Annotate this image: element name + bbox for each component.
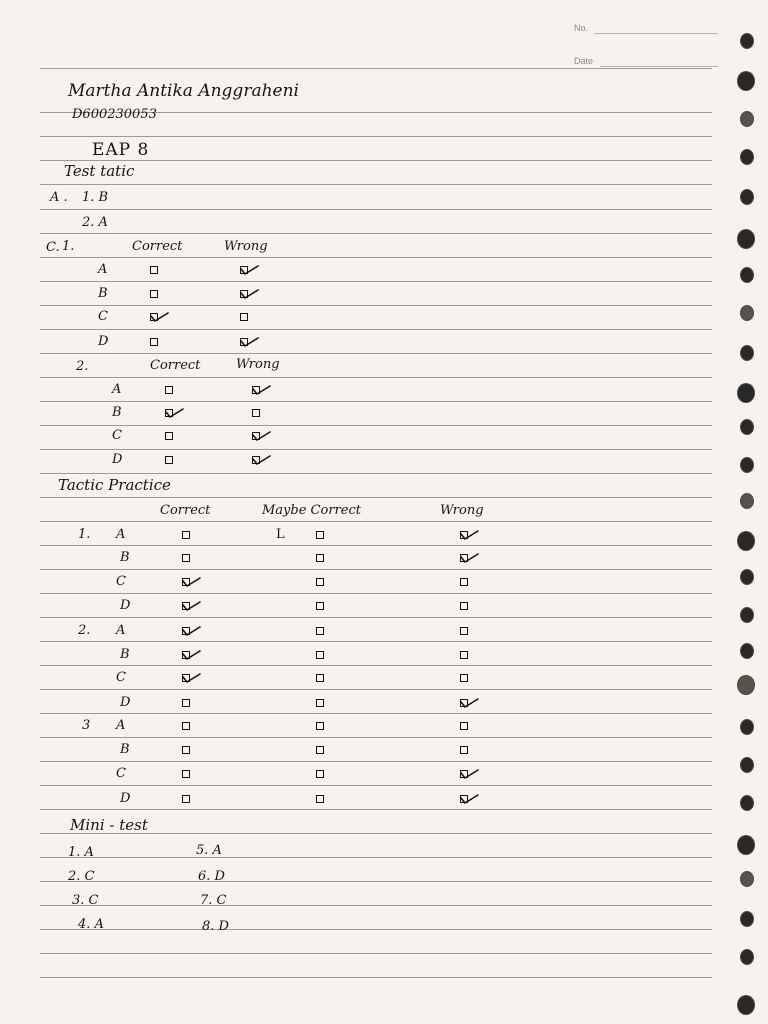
maybe-correct-checkbox [316, 746, 324, 754]
wrong-checkbox [460, 602, 468, 610]
checkmark-icon [459, 766, 479, 780]
correct-checkbox [150, 313, 158, 321]
checkmark-icon [459, 527, 479, 541]
wrong-checkbox [460, 531, 468, 539]
wrong-checkbox [240, 338, 248, 346]
ruled-line [40, 184, 712, 185]
section-c-row-letter: C [98, 309, 108, 324]
correct-checkbox [165, 456, 173, 464]
ruled-line [40, 881, 712, 882]
spiral-hole [738, 836, 754, 854]
checkmark-icon [251, 382, 271, 396]
checkmark-icon [459, 695, 479, 709]
ruled-line [40, 329, 712, 330]
spiral-hole [741, 306, 753, 320]
tp-group-3-num: 3 [82, 718, 91, 733]
tp-row-letter: C [116, 670, 126, 685]
correct-checkbox [165, 409, 173, 417]
section-c-label: C. [46, 240, 60, 255]
ruled-line [40, 689, 712, 690]
section-a-label: A . [50, 190, 68, 205]
section-c-row-letter: A [98, 262, 108, 277]
checkmark-icon [181, 598, 201, 612]
student-id: D600230053 [72, 107, 157, 122]
maybe-correct-checkbox [316, 627, 324, 635]
checkmark-icon [164, 405, 184, 419]
checkmark-icon [181, 623, 201, 637]
checkmark-icon [181, 670, 201, 684]
correct-checkbox [150, 266, 158, 274]
maybe-correct-checkbox [316, 602, 324, 610]
wrong-checkbox [252, 432, 260, 440]
spiral-hole [741, 570, 753, 584]
wrong-checkbox [252, 409, 260, 417]
checkmark-icon [149, 309, 169, 323]
maybe-correct-checkbox [316, 578, 324, 586]
wrong-checkbox [252, 386, 260, 394]
ruled-line [40, 953, 712, 954]
wrong-checkbox [460, 578, 468, 586]
maybe-correct-checkbox [316, 531, 324, 539]
ruled-line [40, 401, 712, 402]
correct-checkbox [150, 338, 158, 346]
wrong-checkbox [460, 554, 468, 562]
section-c-col-correct-2: Correct [150, 358, 201, 373]
wrong-checkbox [460, 627, 468, 635]
mini-test-answer-1: 1. A [68, 845, 94, 860]
correct-checkbox [182, 722, 190, 730]
spiral-hole [738, 676, 754, 694]
checkmark-icon [181, 574, 201, 588]
tp-row-letter: D [120, 791, 131, 806]
ruled-line [40, 353, 712, 354]
ruled-line [40, 977, 712, 978]
tp-col-correct: Correct [160, 503, 211, 518]
spiral-hole [741, 190, 753, 204]
section-a-answer-1: 1. B [82, 190, 109, 205]
ruled-line [40, 593, 712, 594]
ruled-line [40, 785, 712, 786]
section-c-group-2-num: 2. [76, 359, 89, 374]
wrong-checkbox [460, 699, 468, 707]
correct-checkbox [182, 531, 190, 539]
tp-group-1-num: 1. [78, 527, 91, 542]
ruled-line [40, 281, 712, 282]
section-c-row-letter: D [112, 452, 123, 467]
section-c-group-1-num: 1. [62, 239, 75, 254]
section-c-row-letter: B [112, 405, 122, 420]
tp-row-letter: D [120, 695, 131, 710]
ruled-line [40, 377, 712, 378]
correct-checkbox [182, 651, 190, 659]
spiral-hole [738, 230, 754, 248]
tp-row-letter: A [116, 718, 126, 733]
ruled-line [40, 233, 712, 234]
wrong-checkbox [460, 674, 468, 682]
spiral-hole [741, 34, 753, 48]
spiral-hole [741, 758, 753, 772]
section-c-col-wrong-2: Wrong [236, 357, 280, 372]
spiral-hole [741, 796, 753, 810]
correct-checkbox [182, 746, 190, 754]
spiral-hole [741, 346, 753, 360]
wrong-checkbox [240, 266, 248, 274]
correct-checkbox [182, 554, 190, 562]
ruled-line [40, 209, 712, 210]
correct-checkbox [182, 578, 190, 586]
page-title: EAP 8 [92, 140, 150, 160]
spiral-hole [738, 532, 754, 550]
ruled-line [40, 929, 712, 930]
spiral-hole [741, 112, 753, 126]
maybe-correct-checkbox [316, 699, 324, 707]
mini-test-answer-5: 5. A [196, 843, 222, 858]
section-c-row-letter: C [112, 428, 122, 443]
correct-checkbox [165, 432, 173, 440]
spiral-hole [741, 608, 753, 622]
spiral-hole [741, 150, 753, 164]
maybe-correct-checkbox [316, 770, 324, 778]
mini-test-answer-8: 8. D [202, 919, 229, 934]
section-c-row-letter: D [98, 334, 109, 349]
ruled-line [40, 257, 712, 258]
spiral-hole [741, 950, 753, 964]
section-c-row-letter: B [98, 286, 108, 301]
maybe-correct-checkbox [316, 722, 324, 730]
spiral-hole [741, 720, 753, 734]
maybe-correct-checkbox [316, 795, 324, 803]
tp-group-2-num: 2. [78, 623, 91, 638]
correct-checkbox [182, 770, 190, 778]
ruled-line [40, 665, 712, 666]
wrong-checkbox [460, 795, 468, 803]
wrong-checkbox [240, 290, 248, 298]
spiral-hole [741, 458, 753, 472]
ruled-line [40, 569, 712, 570]
mini-test-heading: Mini - test [70, 816, 148, 834]
tp-row-letter: A [116, 527, 126, 542]
tp-row-letter: C [116, 766, 126, 781]
ruled-line [40, 857, 712, 858]
ruled-line [40, 761, 712, 762]
spiral-hole [741, 912, 753, 926]
spiral-hole [741, 268, 753, 282]
spiral-hole [741, 420, 753, 434]
spiral-hole [741, 872, 753, 886]
wrong-checkbox [460, 770, 468, 778]
wrong-checkbox [240, 313, 248, 321]
mini-test-answer-4: 4. A [78, 917, 104, 932]
checkmark-icon [251, 452, 271, 466]
section-c-row-letter: A [112, 382, 122, 397]
checkmark-icon [239, 262, 259, 276]
maybe-correct-checkbox [316, 554, 324, 562]
ruled-line [40, 68, 712, 69]
tp-col-maybe-correct: Maybe Correct [262, 503, 361, 518]
correct-checkbox [165, 386, 173, 394]
ruled-line [40, 713, 712, 714]
tp-row-letter: B [120, 647, 130, 662]
spiral-hole [741, 644, 753, 658]
spiral-hole [738, 996, 754, 1014]
ruled-line [40, 521, 712, 522]
wrong-checkbox [460, 722, 468, 730]
tp-col-wrong: Wrong [440, 503, 484, 518]
spiral-hole [741, 494, 753, 508]
ruled-line [40, 497, 712, 498]
correct-checkbox [182, 674, 190, 682]
ruled-line [40, 545, 712, 546]
tp-row-letter: B [120, 742, 130, 757]
no-label: No. [574, 23, 589, 33]
checkmark-icon [251, 428, 271, 442]
checkmark-icon [239, 286, 259, 300]
no-line [594, 33, 718, 34]
ruled-line [40, 617, 712, 618]
ruled-line [40, 160, 712, 161]
wrong-checkbox [460, 651, 468, 659]
ruled-line [40, 425, 712, 426]
date-label: Date [574, 56, 594, 66]
checkmark-icon [459, 791, 479, 805]
date-line [600, 66, 718, 67]
wrong-checkbox [252, 456, 260, 464]
section-a-answer-2: 2. A [82, 215, 108, 230]
tp-stray-mark: L [276, 527, 285, 542]
ruled-line [40, 473, 712, 474]
ruled-line [40, 641, 712, 642]
checkmark-icon [239, 334, 259, 348]
mini-test-answer-3: 3. C [72, 893, 99, 908]
ruled-line [40, 905, 712, 906]
section-c-col-correct: Correct [132, 239, 183, 254]
maybe-correct-checkbox [316, 674, 324, 682]
correct-checkbox [150, 290, 158, 298]
correct-checkbox [182, 699, 190, 707]
tactic-practice-heading: Tactic Practice [58, 476, 171, 494]
tp-row-letter: B [120, 550, 130, 565]
ruled-line [40, 737, 712, 738]
ruled-line [40, 136, 712, 137]
spiral-hole [738, 384, 754, 402]
maybe-correct-checkbox [316, 651, 324, 659]
tp-row-letter: A [116, 623, 126, 638]
ruled-line [40, 809, 712, 810]
ruled-line [40, 449, 712, 450]
mini-test-answer-7: 7. C [200, 893, 227, 908]
checkmark-icon [181, 647, 201, 661]
section-c-col-wrong: Wrong [224, 239, 268, 254]
correct-checkbox [182, 602, 190, 610]
mini-test-answer-6: 6. D [198, 869, 225, 884]
correct-checkbox [182, 627, 190, 635]
tp-row-letter: C [116, 574, 126, 589]
tp-row-letter: D [120, 598, 131, 613]
student-name: Martha Antika Anggraheni [68, 81, 299, 101]
test-tactic-heading: Test tatic [64, 162, 135, 180]
ruled-line [40, 305, 712, 306]
mini-test-answer-2: 2. C [68, 869, 95, 884]
checkmark-icon [459, 550, 479, 564]
spiral-hole [738, 72, 754, 90]
correct-checkbox [182, 795, 190, 803]
wrong-checkbox [460, 746, 468, 754]
